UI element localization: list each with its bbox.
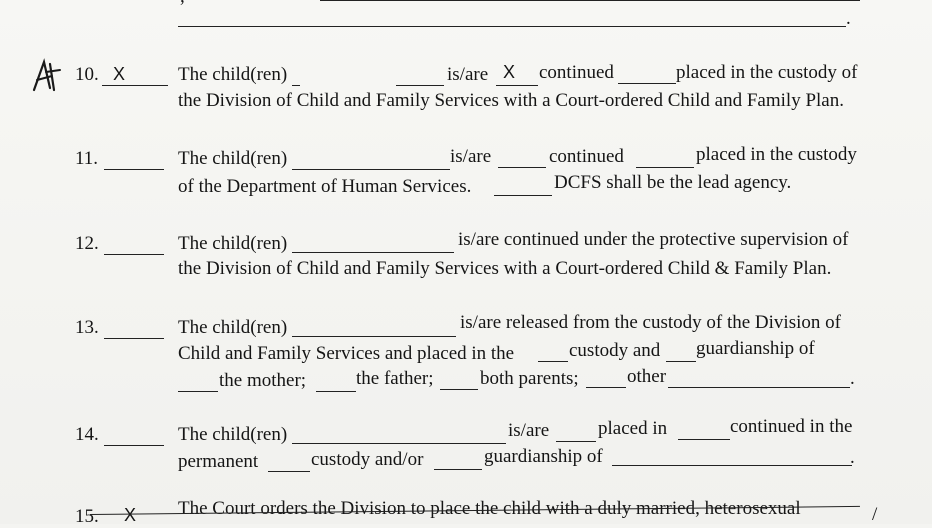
father-label: the father;: [356, 368, 434, 389]
continued-line[interactable]: [678, 439, 730, 440]
item-checkbox-line[interactable]: [104, 338, 164, 339]
item-line-2: the Division of Child and Family Services with a Court-ordered Child & Family Plan.: [178, 258, 832, 279]
mother-line[interactable]: [178, 391, 218, 392]
item-number: 12.: [75, 233, 99, 254]
child-label: The child(ren): [178, 424, 288, 445]
isare-label: is/are: [447, 64, 489, 85]
item-line-1-rest: is/are continued under the protective supervision of: [458, 229, 849, 250]
item-check-mark: X: [124, 505, 137, 525]
custody-label: custody and/or: [311, 449, 424, 470]
child-name-line-2[interactable]: [396, 85, 444, 86]
item-line-2: the Division of Child and Family Services with a Court-ordered Child and Family Plan.: [178, 90, 844, 111]
child-label: The child(ren): [178, 64, 288, 85]
continued-label: continued in the: [730, 416, 853, 437]
placed-line[interactable]: [556, 441, 596, 442]
child-name-line[interactable]: [292, 85, 300, 86]
permanent-label: permanent: [178, 451, 259, 472]
item-line-2a: Child and Family Services and placed in the: [178, 343, 515, 364]
item-checkbox-line[interactable]: [104, 445, 164, 446]
item-line-1-rest: is/are released from the custody of the Division of: [460, 312, 841, 333]
other-label: other: [627, 366, 667, 387]
child-name-line[interactable]: [292, 252, 454, 253]
item-number: 13.: [75, 317, 99, 338]
isare-label: is/are: [450, 146, 492, 167]
both-parents-line[interactable]: [440, 389, 478, 390]
continued-line[interactable]: [618, 83, 676, 84]
margin-tick: /: [872, 504, 878, 525]
top-tick: [180, 0, 185, 8]
guardianship-fill-line[interactable]: [612, 465, 852, 466]
other-fill-line[interactable]: [668, 387, 850, 388]
other-period: .: [850, 368, 855, 389]
mother-label: the mother;: [219, 370, 307, 391]
top-fill-line-upper: [320, 0, 860, 1]
child-name-line[interactable]: [292, 336, 456, 337]
continued-label: continued: [549, 146, 624, 167]
placed-label: placed in: [598, 418, 668, 439]
item-number: 14.: [75, 424, 99, 445]
handwritten-initials: [30, 58, 66, 94]
both-parents-label: both parents;: [480, 368, 579, 389]
item-line-2b: DCFS shall be the lead agency.: [554, 172, 792, 193]
top-period: .: [846, 8, 851, 29]
child-name-line[interactable]: [292, 443, 506, 444]
other-line[interactable]: [586, 387, 626, 388]
continued-line[interactable]: [636, 167, 694, 168]
child-label: The child(ren): [178, 317, 288, 338]
item-checkbox-line[interactable]: [104, 254, 164, 255]
guardianship-line[interactable]: [666, 361, 696, 362]
father-line[interactable]: [316, 391, 356, 392]
guardianship-mark-line[interactable]: [434, 469, 482, 470]
child-label: The child(ren): [178, 148, 288, 169]
isare-mark-line[interactable]: [498, 167, 546, 168]
continued-label: continued: [539, 62, 614, 83]
item-checkbox-line[interactable]: [104, 169, 164, 170]
item-line-2b: custody and: [569, 340, 661, 361]
permanent-custody-line[interactable]: [268, 471, 310, 472]
item-number: 11.: [75, 148, 99, 169]
isare-label: is/are: [508, 420, 550, 441]
child-label: The child(ren): [178, 233, 288, 254]
item-number: 10.: [75, 64, 99, 85]
item-struck-text: The Court orders the Division to place the child with a duly married, heterosexual: [178, 498, 801, 519]
item-line-2c: guardianship of: [696, 338, 815, 359]
guardianship-label: guardianship of: [484, 446, 603, 467]
item-check-mark: X: [113, 64, 126, 84]
placed-label: placed in the custody of: [676, 62, 858, 83]
custody-line[interactable]: [538, 361, 568, 362]
child-name-line[interactable]: [292, 169, 450, 170]
item-checkbox-line[interactable]: [102, 85, 168, 86]
isare-check-mark: X: [503, 62, 516, 82]
item-line-2a: of the Department of Human Services.: [178, 176, 472, 197]
placed-label: placed in the custody: [696, 144, 857, 165]
lead-agency-line[interactable]: [494, 195, 552, 196]
item-number: 15.: [75, 506, 99, 527]
top-fill-line: [178, 26, 846, 27]
guardianship-period: .: [850, 447, 855, 468]
isare-mark-line[interactable]: [496, 85, 538, 86]
